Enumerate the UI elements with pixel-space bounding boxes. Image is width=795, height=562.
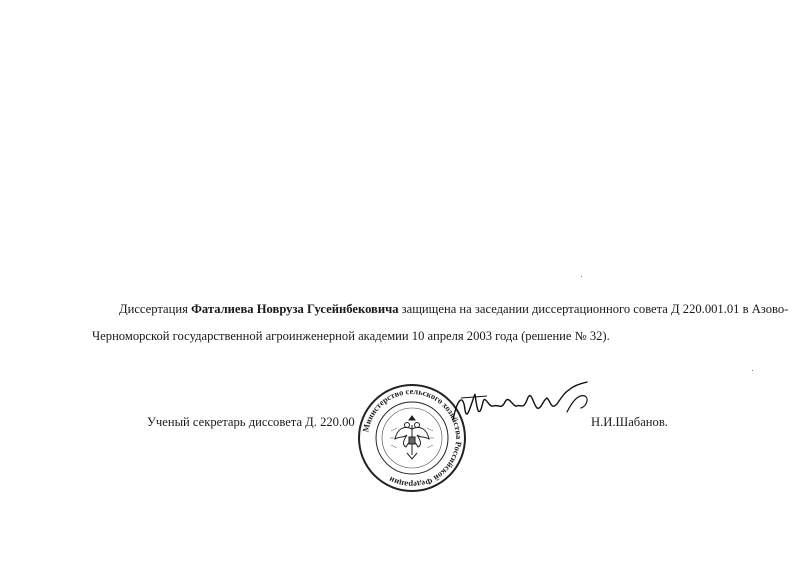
defense-statement <box>92 296 792 350</box>
handwritten-signature <box>447 380 597 426</box>
secretary-title: Ученый секретарь диссовета Д. 220.00 <box>147 415 355 429</box>
author-name: Фаталиева Новруза Гусейнбековича <box>191 302 399 316</box>
scan-speck <box>752 370 753 371</box>
statement-suffix: защищена на заседании диссертационного совета Д 220.001.01 в Азово-Черноморской государственной агроинженерной академии 10 апреля 2003 года (решение № 32). <box>92 302 789 343</box>
secretary-name: Н.И.Шабанов. <box>591 415 668 429</box>
statement-prefix: Диссертация <box>119 302 192 316</box>
seal-ring-text: Министерство сельского хозяйства Российской Федерации <box>361 386 464 490</box>
eagle-emblem-icon <box>395 416 429 459</box>
scan-speck <box>581 276 582 277</box>
